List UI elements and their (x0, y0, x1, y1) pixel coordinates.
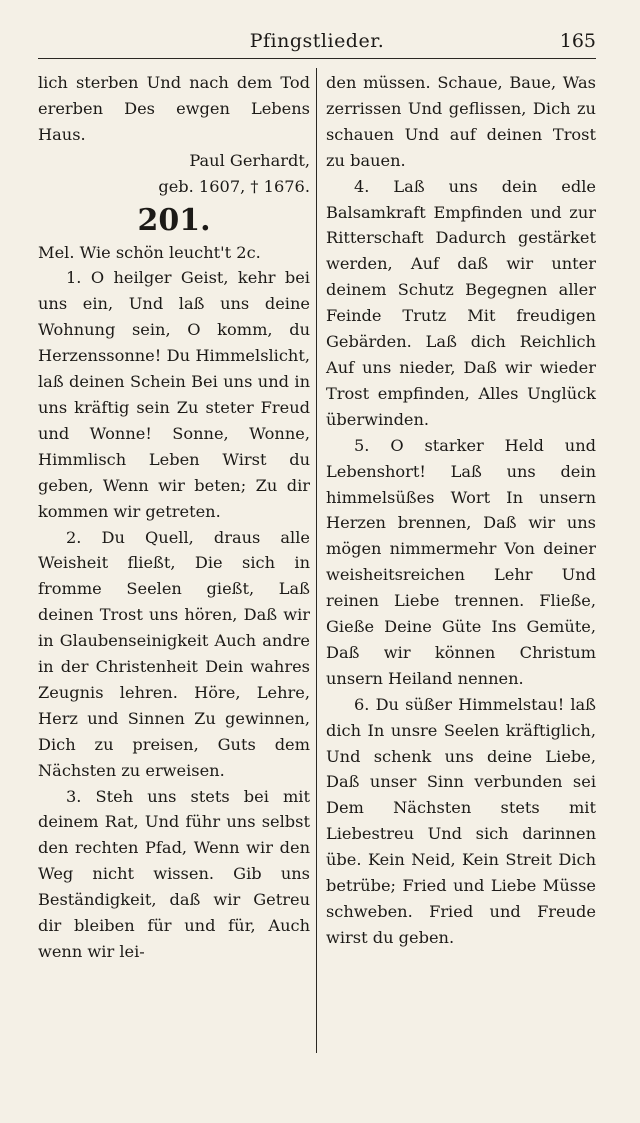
verse-2: 2. Du Quell, draus alle Weisheit fließt, Die sich in fromme Seelen gießt, Laß deinen Trost uns hören, Daß wir in Glaubenseinigkeit Auch andre in der Christenheit Dein wahres Zeugnis lehren. Höre, Lehre, Herz und Sinnen Zu gewinnen, Dich zu preisen, Guts dem Nächsten zu erweisen. (38, 527, 310, 780)
verse-6: 6. Du süßer Himmelstau! laß dich In unsre Seelen kräftiglich, Und schenk uns deine Liebe, Daß unser Sinn verbunden sei Dem Nächsten stets mit Liebestreu Und sich darinnen übe. Kein Neid, Kein Streit Dich betrübe; Fried und Liebe Müsse schweben. Fried und Freude wirst du geben. (326, 694, 596, 947)
running-title: Pfingstlieder. (249, 30, 385, 52)
author-dates: geb. 1607, † 1676. (158, 176, 310, 196)
verse-5: 5. O starker Held und Lebenshort! Laß uns dein himmelsüßes Wort In unsern Herzen brennen, Daß wir uns mögen nimmermehr Von deiner weisheitsreichen Lehr Und reinen Liebe trennen. Fließe, Gieße Deine Güte Ins Gemüte, Daß wir können Christum unsern Heiland nennen. (326, 435, 596, 688)
melody-line: Mel. Wie schön leucht't 2c. (38, 242, 261, 262)
page-number: 165 (559, 30, 596, 52)
verse-4: 4. Laß uns dein edle Balsamkraft Empfinden und zur Ritterschaft Dadurch gestärket werden, Auf daß wir unter deinem Schutz Begegnen aller Feinde Trutz Mit freudigen Gebärden. Laß dich Reichlich Auf uns nieder, Daß wir wieder Trost empfinden, Alles Unglück überwinden. (326, 176, 596, 429)
author-attribution (38, 148, 310, 200)
left-column (38, 70, 310, 965)
hymn-number: 201. (137, 202, 211, 238)
page-header (38, 26, 596, 59)
verse-3-start: 3. Steh uns stets bei mit deinem Rat, Und führ uns selbst den rechten Pfad, Wenn wir den Weg nicht wissen. Gib uns Beständigkeit, daß wir Getreu dir bleiben für und für, Auch wenn wir lei- (38, 786, 310, 961)
author-name: Paul Gerhardt, (189, 150, 310, 170)
verse-continuation: lich sterben Und nach dem Tod ererben Des ewgen Lebens Haus. (38, 73, 310, 144)
verse-3-end: den müssen. Schaue, Baue, Was zerrissen Und geflissen, Dich zu schauen Und auf deinen Trost zu bauen. (326, 73, 596, 170)
column-divider (316, 68, 317, 1053)
verse-1: 1. O heilger Geist, kehr bei uns ein, Und laß uns deine Wohnung sein, O komm, du Herzenssonne! Du Himmelslicht, laß deinen Schein Bei uns und in uns kräftig sein Zu steter Freud und Wonne! Sonne, Wonne, Himmlisch Leben Wirst du geben, Wenn wir beten; Zu dir kommen wir getreten. (38, 268, 310, 521)
right-column (326, 70, 596, 951)
